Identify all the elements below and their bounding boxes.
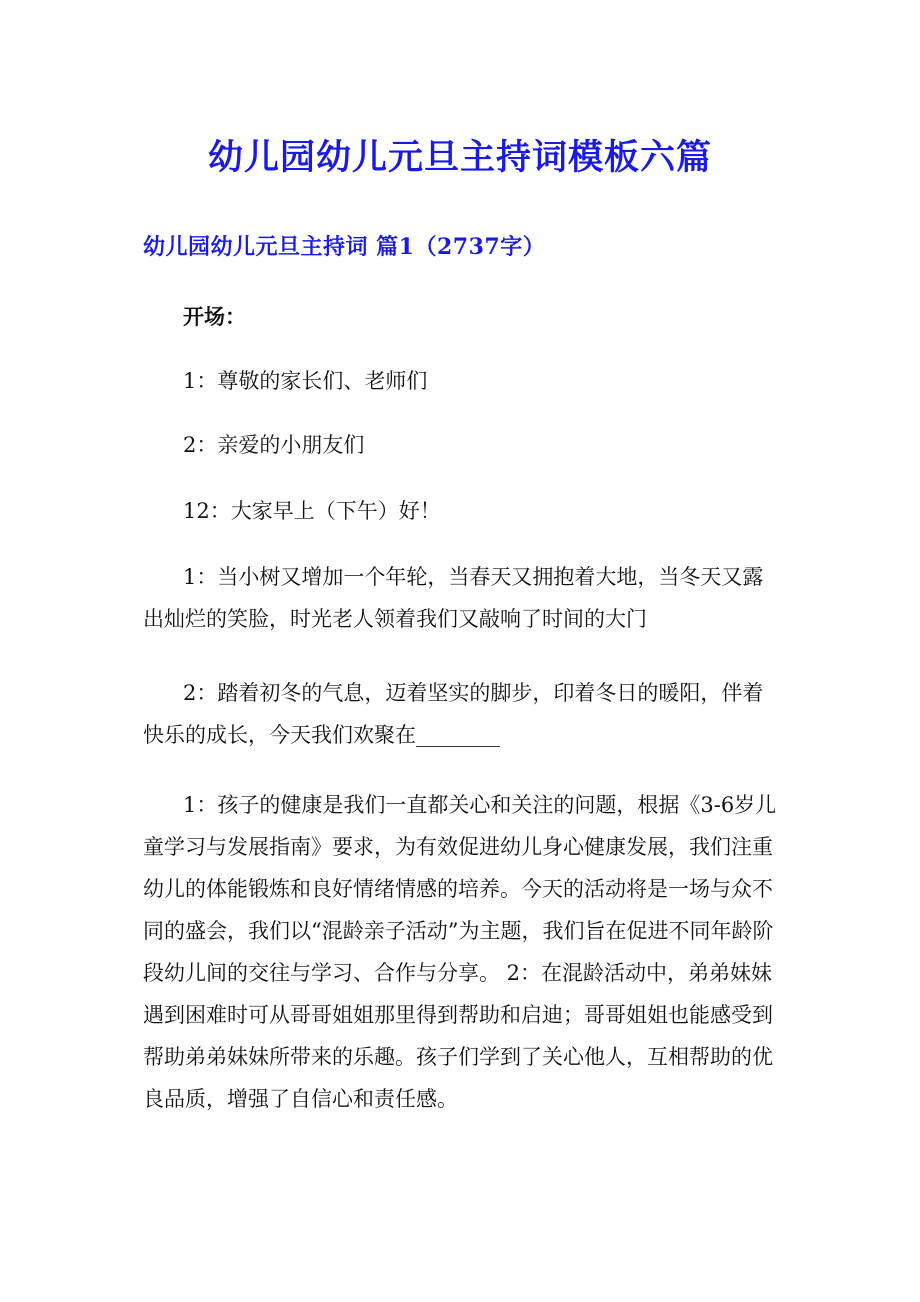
section-heading: 幼儿园幼儿元旦主持词 篇1（2737字） bbox=[143, 234, 546, 260]
paragraph: 1：孩子的健康是我们一直都关心和关注的问题，根据《3-6岁儿童学习与发展指南》要求，为有效促进幼儿身心健康发展，我们注重幼儿的体能锻炼和良好情绪情感的培养。今天的活动将是一场与众不同的盛会，我们以“混龄亲子活动”为主题，我们旨在促进不同年龄阶段幼儿间的交往与学习、合作与分享。 2：在混龄活动中，弟弟妹妹遇到困难时可从哥哥姐姐那里得到帮助和启迪；哥哥姐姐也能感受到帮助弟弟妹妹所带来的乐趣。孩子们学到了关心他人，互相帮助的优良品质，增强了自信心和责任感。 bbox=[143, 793, 777, 1111]
paragraph: 2：踏着初冬的气息，迈着坚实的脚步，印着冬日的暖阳，伴着快乐的成长，今天我们欢聚在________ bbox=[143, 681, 764, 747]
paragraph: 2：亲爱的小朋友们 bbox=[183, 433, 365, 457]
paragraph: 1：当小树又增加一个年轮，当春天又拥抱着大地，当冬天又露出灿烂的笑脸，时光老人领着我们又敲响了时间的大门 bbox=[143, 565, 764, 631]
document-title: 幼儿园幼儿元旦主持词模板六篇 bbox=[207, 137, 712, 178]
paragraph: 1：尊敬的家长们、老师们 bbox=[183, 369, 428, 393]
paragraph: 12：大家早上（下午）好！ bbox=[183, 499, 441, 523]
paragraph-opening: 开场： bbox=[183, 304, 246, 329]
